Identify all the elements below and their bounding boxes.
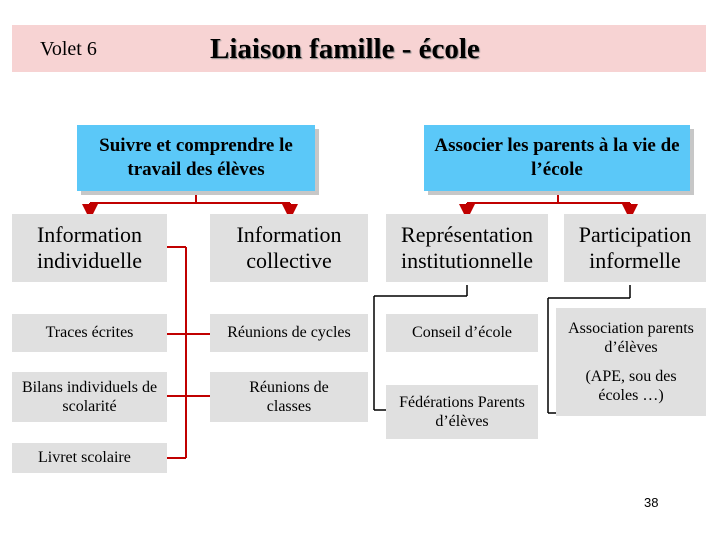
- item-label-ape: (APE, sou des écoles …): [585, 368, 677, 405]
- category-label: Information collective: [236, 221, 342, 273]
- item-label: Livret scolaire: [38, 449, 131, 467]
- branch-label-left: Suivre et comprendre le travail des élèves: [99, 135, 293, 180]
- item-federations: [386, 385, 538, 439]
- item-bilans: [12, 372, 167, 422]
- category-collective: [210, 214, 368, 282]
- item-label: Association parents d’élèves: [568, 319, 694, 356]
- category-label: Participation informelle: [578, 221, 692, 273]
- item-label: Conseil d’école: [412, 324, 512, 342]
- section-label: Volet 6: [40, 38, 97, 60]
- item-reunions-cycles: [210, 314, 368, 352]
- category-individual: [12, 214, 167, 282]
- item-label: Traces écrites: [45, 324, 134, 342]
- category-informal: [564, 214, 706, 282]
- item-livret: [12, 443, 167, 473]
- left-items-bracket: [167, 247, 210, 458]
- right-branch-arrows: [467, 190, 630, 212]
- item-label: Réunions de classes: [249, 378, 329, 415]
- branch-box-left: [77, 125, 315, 191]
- item-association: [556, 308, 706, 416]
- item-traces: [12, 314, 167, 352]
- branch-box-right: [424, 125, 690, 191]
- branch-label-right: Associer les parents à la vie de l’école: [434, 135, 680, 180]
- item-label: Bilans individuels de scolarité: [21, 378, 158, 415]
- page-number: 38: [644, 495, 659, 510]
- category-label: Information individuelle: [36, 221, 143, 273]
- item-label: Réunions de cycles: [227, 324, 351, 342]
- page-title: Liaison famille - école: [210, 33, 480, 65]
- left-branch-arrows: [90, 190, 290, 212]
- item-conseil: [386, 314, 538, 352]
- category-institutional: [386, 214, 548, 282]
- category-label: Représentation institutionnelle: [401, 221, 533, 273]
- item-label: Fédérations Parents d’élèves: [399, 393, 525, 430]
- item-reunions-classes: [210, 372, 368, 422]
